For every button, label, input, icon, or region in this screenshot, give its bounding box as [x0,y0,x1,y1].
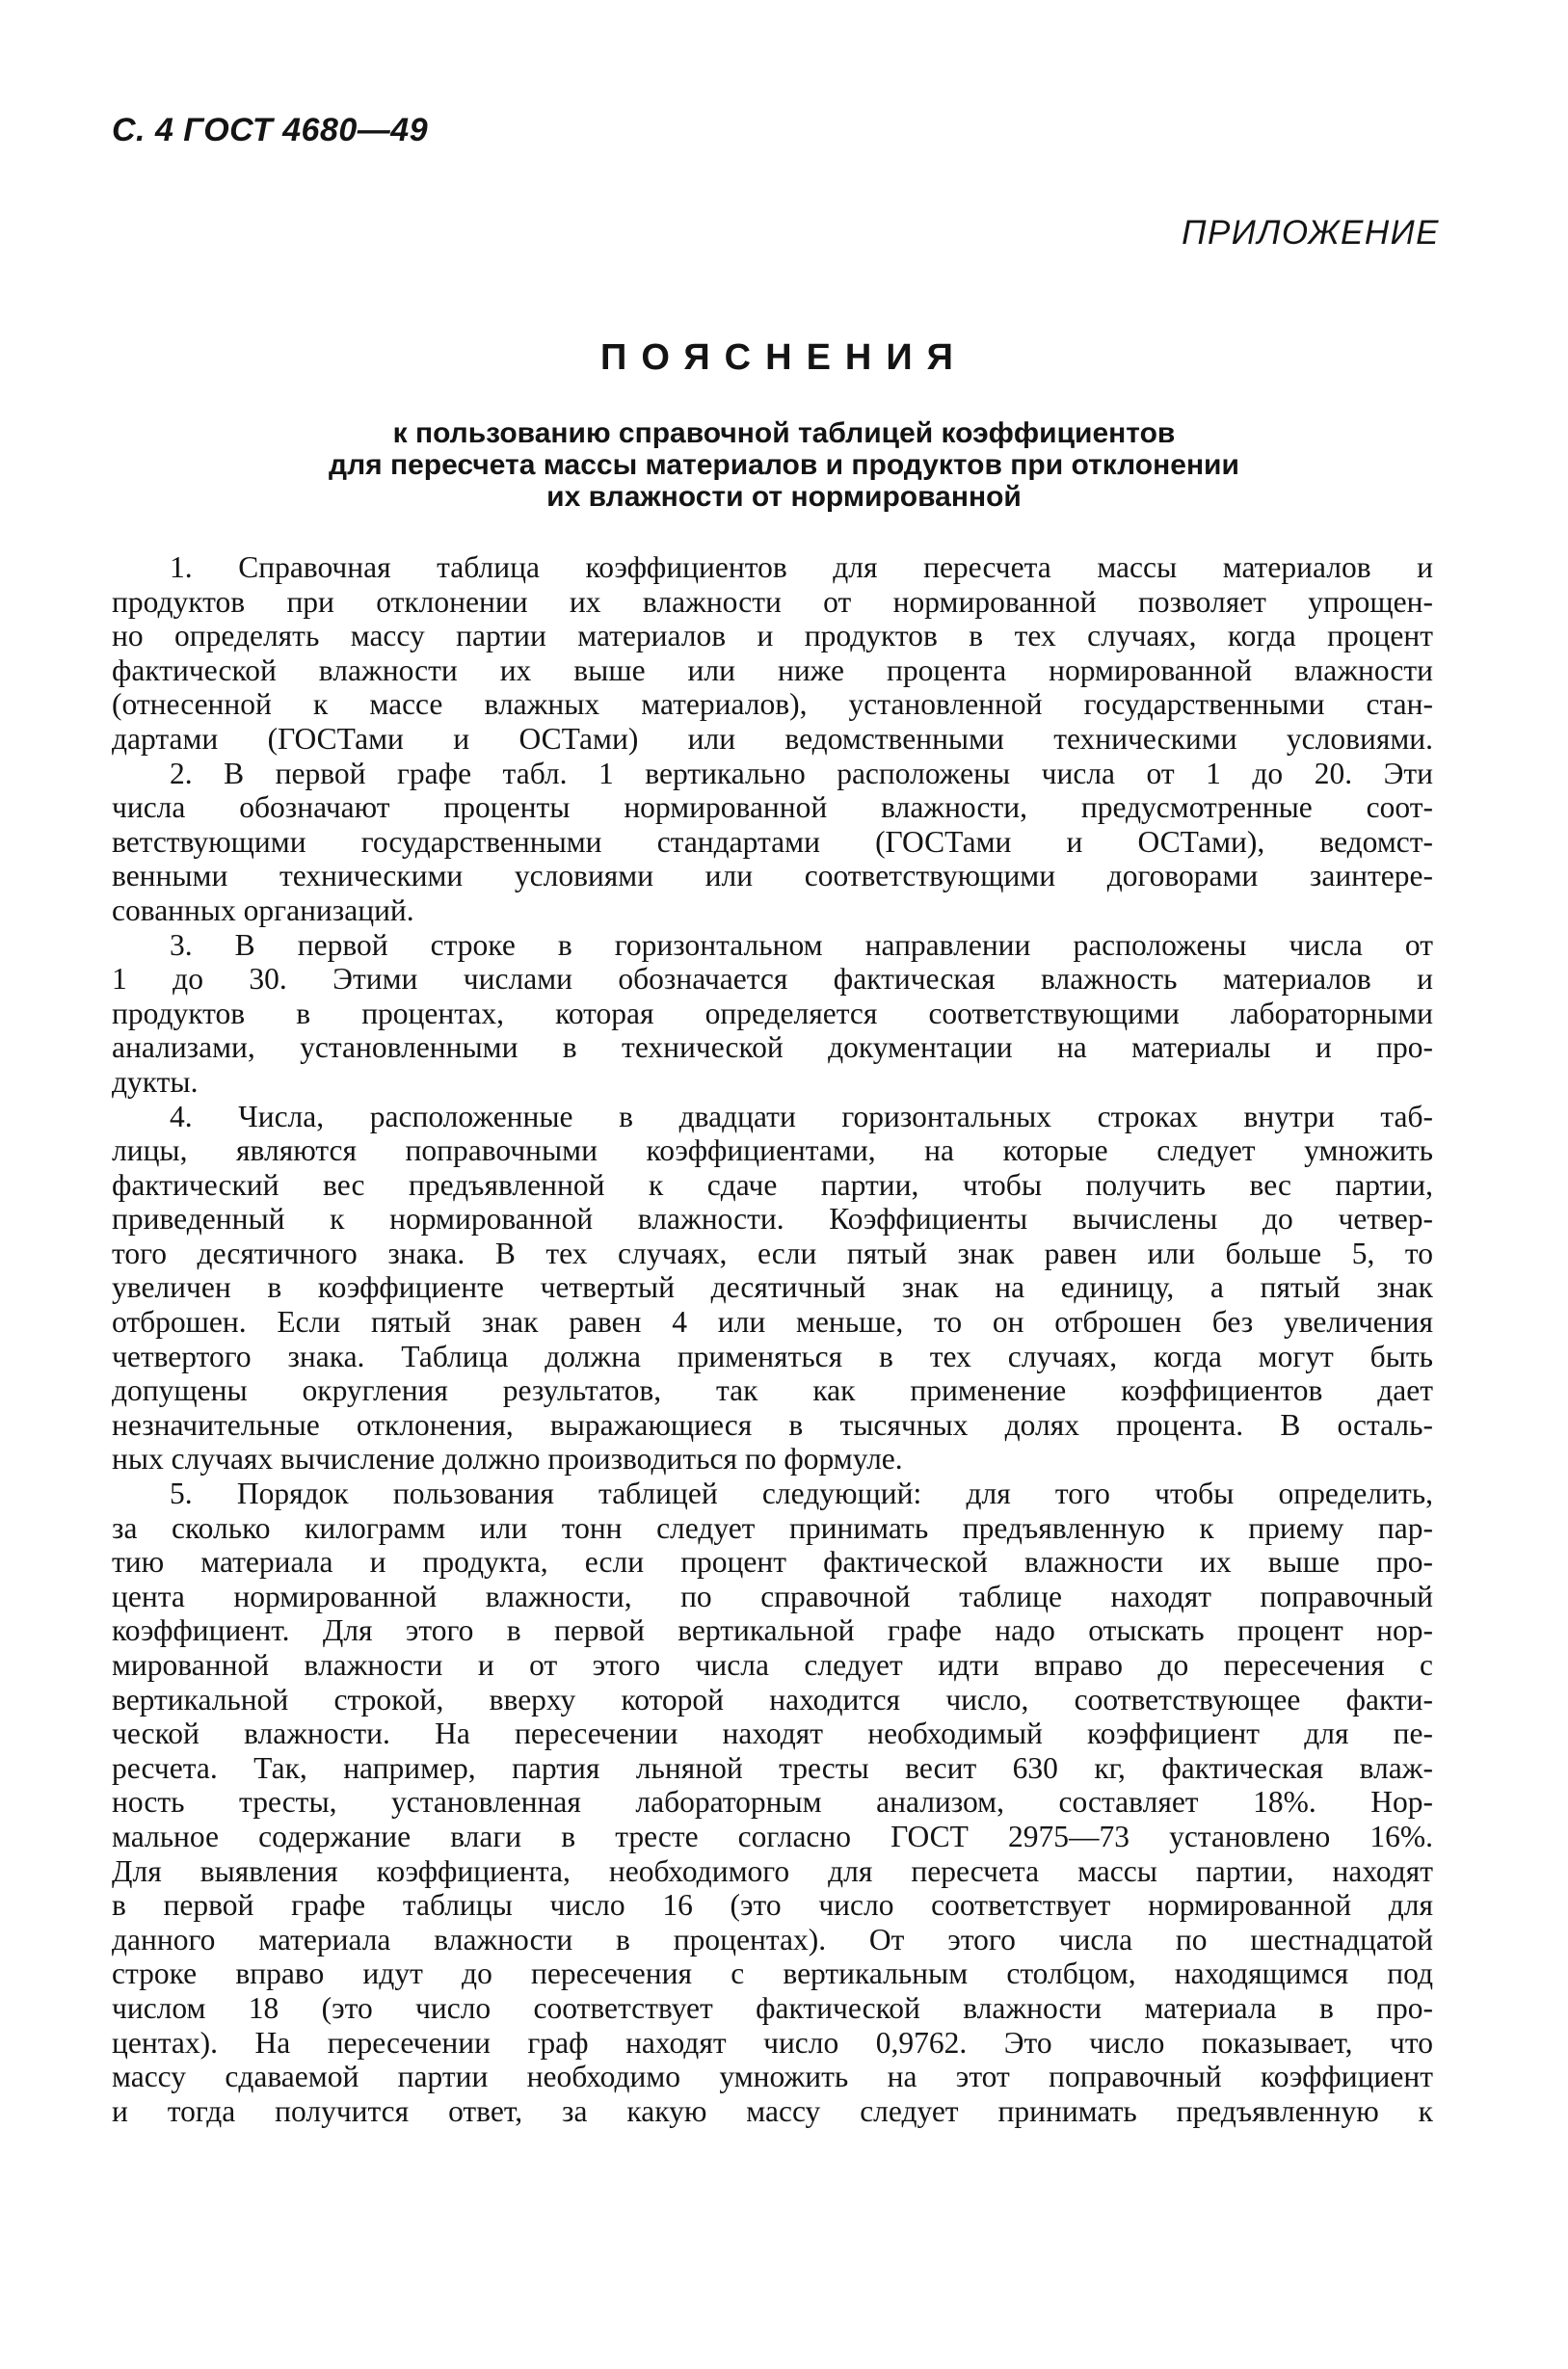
document-title: ПОЯСНЕНИЯ [600,337,968,378]
paragraph-line: числа обозначают проценты нормированной влажности, предусмотренные соот- [112,790,1433,825]
subtitle-line: для пересчета массы материалов и продуктов при отклонении [329,449,1239,481]
paragraph-line: 1. Справочная таблица коэффициентов для пересчета массы материалов и [170,550,1433,584]
paragraph-line: 2. В первой графе табл. 1 вертикально расположены числа от 1 до 20. Эти [170,756,1433,790]
paragraph-line: ветствующими государственными стандартами (ГОСТами и ОСТами), ведомст- [112,824,1433,859]
paragraph-line: 1 до 30. Этими числами обозначается фактическая влажность материалов и [112,962,1433,997]
paragraph-line: Для выявления коэффициента, необходимого для пересчета массы партии, находят [112,1853,1433,1888]
paragraph-line: допущены округления результатов, так как применение коэффициентов дает [112,1373,1433,1408]
paragraph-line: 3. В первой строке в горизонтальном направлении расположены числа от [170,927,1433,962]
paragraph-line: четвертого знака. Таблица должна применяться в тех случаях, когда могут быть [112,1339,1433,1373]
paragraph-line: данного материала влажности в процентах). От этого числа по шестнадцатой [112,1922,1433,1956]
subtitle-line: их влажности от нормированной [546,481,1022,513]
document-subtitle [0,417,1568,513]
paragraph-line: мированной влажности и от этого числа следует идти вправо до пересечения с [112,1648,1433,1682]
paragraph-line: (отнесенной к массе влажных материалов), установленной государственными стан- [112,687,1433,722]
paragraph-line: незначительные отклонения, выражающиеся в тысячных долях процента. В осталь- [112,1407,1433,1442]
paragraph-line: центах). На пересечении граф находят число 0,9762. Это число показывает, что [112,2025,1433,2060]
paragraph-line: числом 18 (это число соответствует фактической влажности материала в про- [112,1990,1433,2025]
paragraph-line: дукты. [112,1064,199,1099]
paragraph-line: массу сдаваемой партии необходимо умножить на этот поправочный коэффициент [112,2060,1433,2094]
paragraph-line: коэффициент. Для этого в первой вертикальной графе надо отыскать процент нор- [112,1613,1433,1648]
paragraph-line: ность тресты, установленная лабораторным анализом, составляет 18%. Нор- [112,1785,1433,1820]
paragraph-line: того десятичного знака. В тех случаях, если пятый знак равен или больше 5, то [112,1236,1433,1270]
paragraph-line: анализами, установленными в технической документации на материалы и про- [112,1030,1433,1065]
paragraph-line: но определять массу партии материалов и продуктов в тех случаях, когда процент [112,619,1433,653]
paragraph-line: венными техническими условиями или соответствующими договорами заинтере- [112,859,1433,893]
paragraph-line: дартами (ГОСТами и ОСТами) или ведомственными техническими условиями. [112,721,1433,756]
paragraph-line: продуктов при отклонении их влажности от нормированной позволяет упрощен- [112,584,1433,619]
body-text [112,550,1433,2163]
paragraph-line: сованных организаций. [112,892,414,927]
paragraph-line: увеличен в коэффициенте четвертый десятичный знак на единицу, а пятый знак [112,1270,1433,1305]
paragraph-line: лицы, являются поправочными коэффициентами, на которые следует умножить [112,1133,1433,1168]
paragraph-line: за сколько килограмм или тонн следует принимать предъявленную к приему пар- [112,1510,1433,1545]
paragraph-line: фактической влажности их выше или ниже процента нормированной влажности [112,652,1433,687]
page-header: С. 4 ГОСТ 4680—49 [112,112,429,148]
subtitle-line: к пользованию справочной таблицей коэффициентов [392,417,1176,449]
paragraph-line: ресчета. Так, например, партия льняной тресты весит 630 кг, фактическая влаж- [112,1750,1433,1785]
paragraph-line: фактический вес предъявленной к сдаче партии, чтобы получить вес партии, [112,1167,1433,1202]
paragraph-line: тию материала и продукта, если процент фактической влажности их выше про- [112,1545,1433,1580]
paragraph-line: продуктов в процентах, которая определяется соответствующими лабораторными [112,996,1433,1030]
paragraph-line: строке вправо идут до пересечения с вертикальным столбцом, находящимся под [112,1956,1433,1991]
paragraph-line: и тогда получится ответ, за какую массу следует принимать предъявленную к [112,2093,1433,2128]
paragraph-line: цента нормированной влажности, по справочной таблице находят поправочный [112,1579,1433,1613]
paragraph-line: 5. Порядок пользования таблицей следующий: для того чтобы определить, [170,1477,1433,1511]
paragraph-line: ческой влажности. На пересечении находят необходимый коэффициент для пе- [112,1717,1433,1751]
paragraph-line: вертикальной строкой, вверху которой находится число, соответствующее факти- [112,1682,1433,1717]
paragraph-line: ных случаях вычисление должно производиться по формуле. [112,1442,903,1477]
paragraph-line: 4. Числа, расположенные в двадцати горизонтальных строках внутри таб- [170,1099,1433,1133]
paragraph-line [112,2128,1433,2163]
appendix-label: ПРИЛОЖЕНИЕ [1182,214,1440,252]
paragraph-line: в первой графе таблицы число 16 (это число соответствует нормированной для [112,1888,1433,1923]
paragraph-line: мальное содержание влаги в тресте согласно ГОСТ 2975—73 установлено 16%. [112,1819,1433,1853]
paragraph-line: приведенный к нормированной влажности. Коэффициенты вычислены до четвер- [112,1202,1433,1237]
paragraph-line: отброшен. Если пятый знак равен 4 или меньше, то он отброшен без увеличения [112,1305,1433,1340]
